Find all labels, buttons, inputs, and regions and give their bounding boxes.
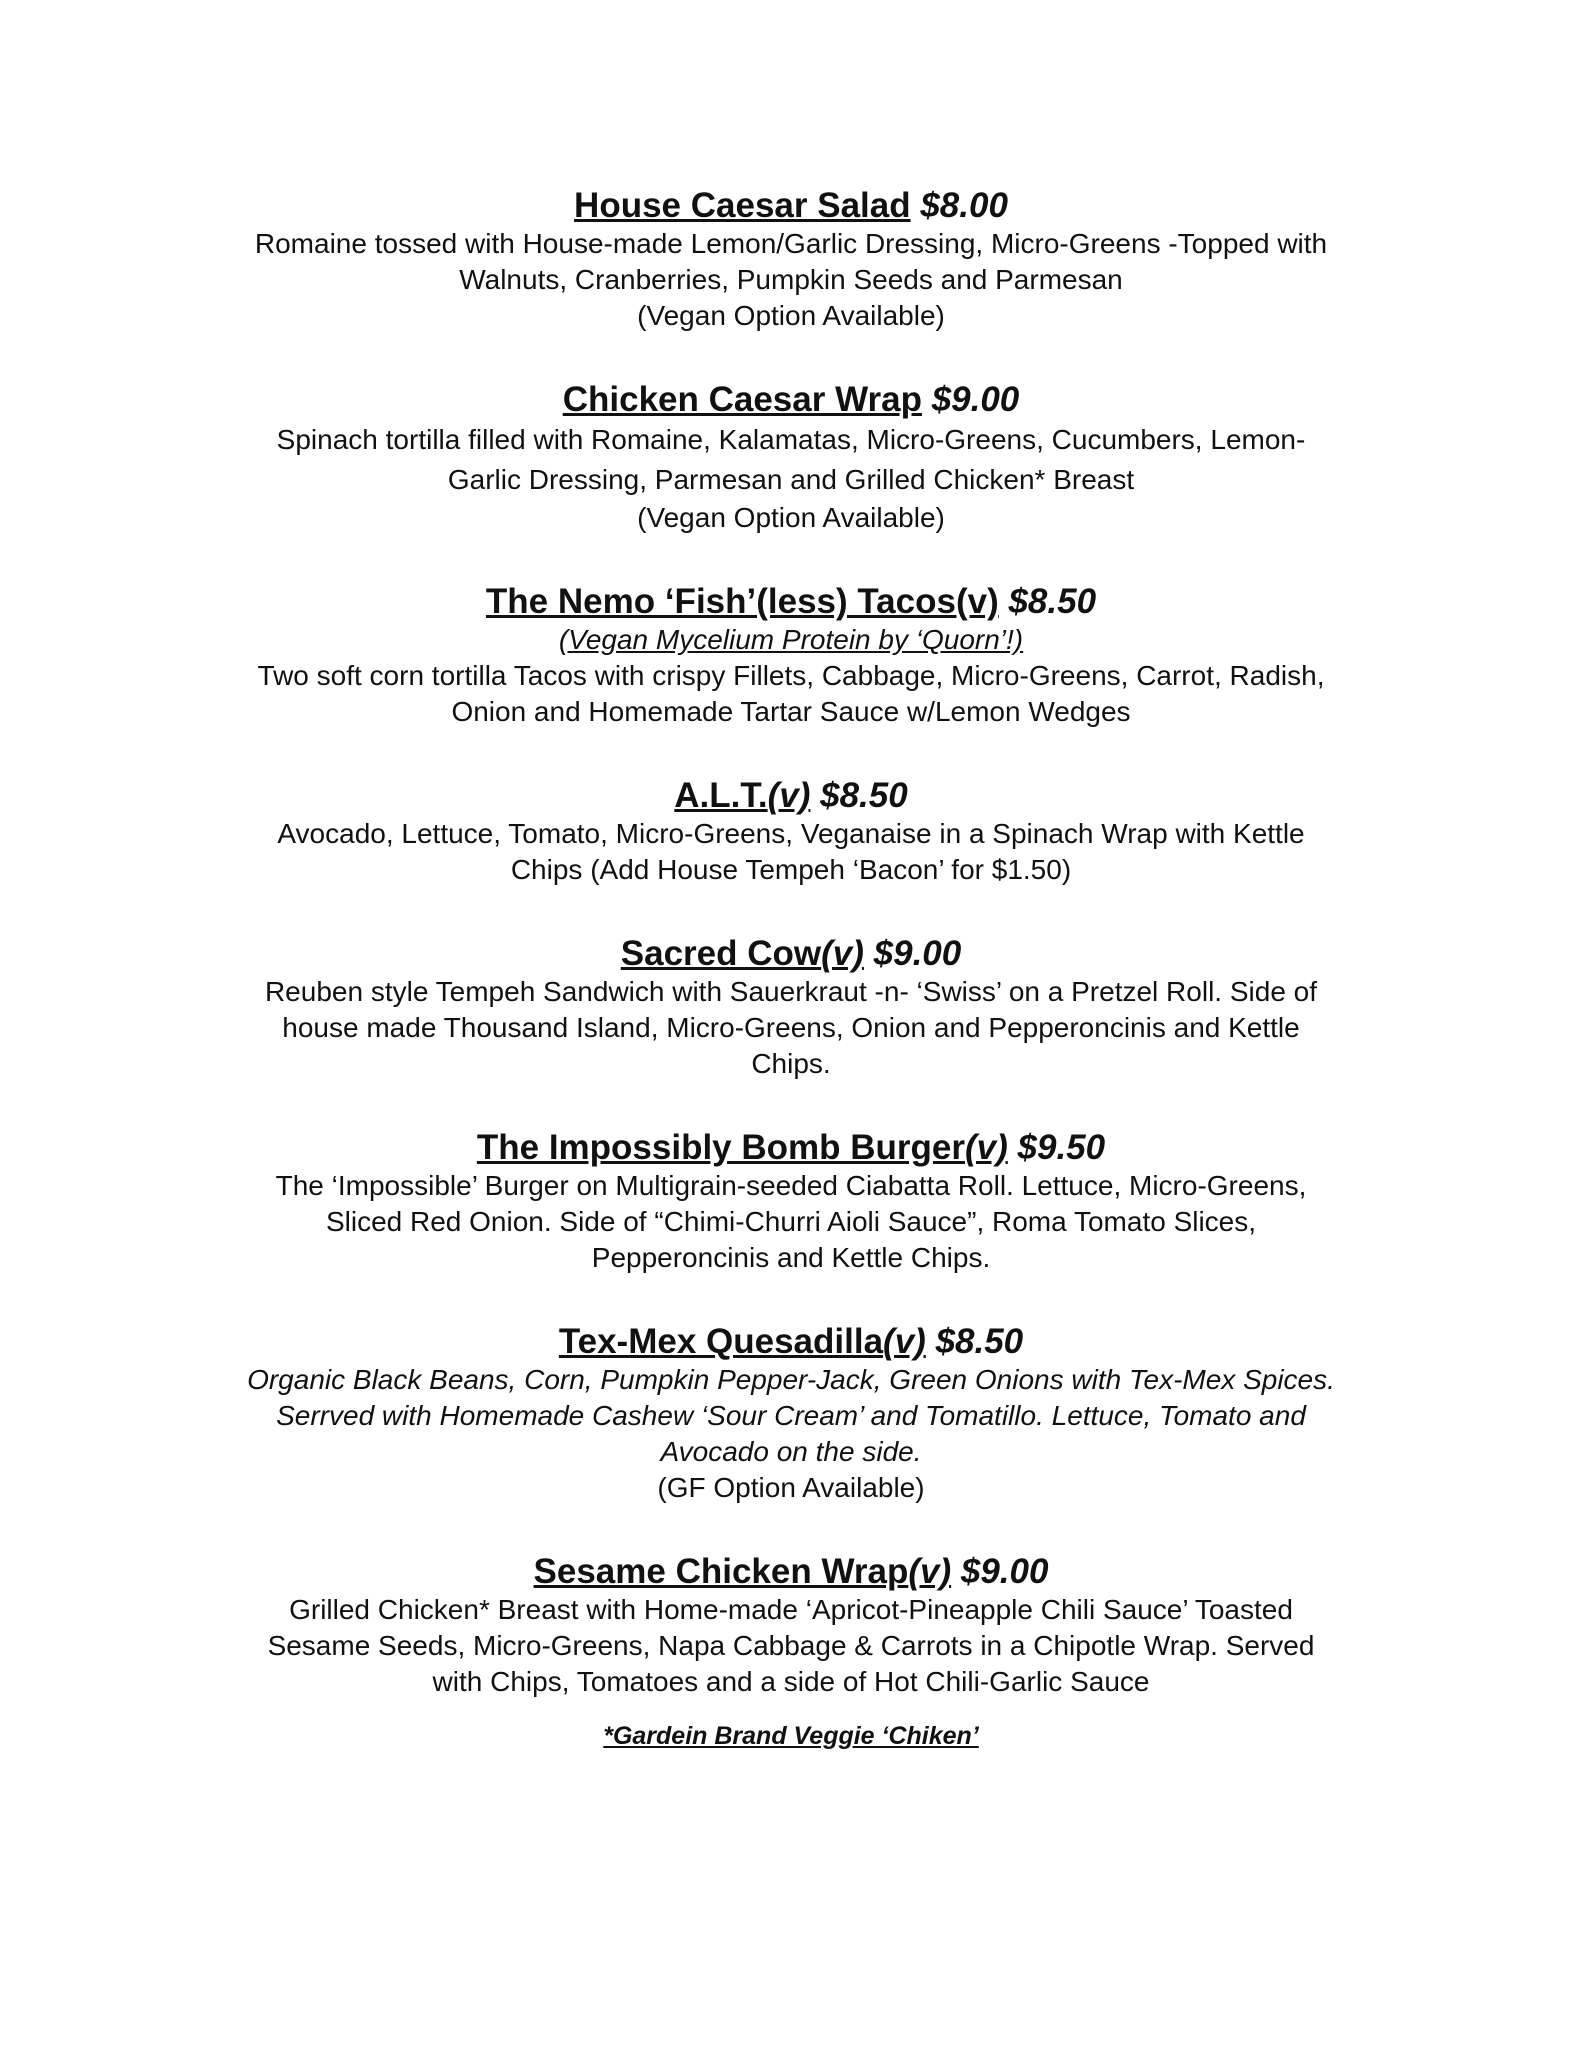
menu [0, 186, 1582, 1754]
menu-item [0, 582, 1582, 730]
vegan-marker: (v) [821, 934, 864, 973]
footnote: *Gardein Brand Veggie ‘Chiken’ [603, 1722, 979, 1750]
item-price: $9.00 [873, 934, 962, 973]
item-name: A.L.T. [674, 776, 768, 815]
item-name: Sesame Chicken Wrap [533, 1552, 909, 1591]
item-title [0, 1322, 1582, 1362]
item-price: $8.50 [820, 776, 908, 815]
item-description [191, 1362, 1391, 1470]
menu-item [0, 380, 1582, 536]
item-name: House Caesar Salad [574, 186, 911, 225]
description-line: with Chips, Tomatoes and a side of Hot Chili-Garlic Sauce [432, 1666, 1150, 1697]
menu-item [0, 1128, 1582, 1276]
item-title [0, 1552, 1582, 1592]
item-title [0, 776, 1582, 816]
menu-item [0, 934, 1582, 1082]
description-line: Spinach tortilla filled with Romaine, Kalamatas, Micro-Greens, Cucumbers, Lemon- [276, 424, 1306, 455]
item-option: (Vegan Option Available) [637, 300, 945, 331]
description-line: Avocado on the side. [660, 1436, 922, 1467]
item-description [191, 1168, 1391, 1276]
description-line: Chips. [751, 1048, 831, 1079]
vegan-marker: (v) [908, 1552, 952, 1591]
item-title [0, 1128, 1582, 1168]
item-title [0, 186, 1582, 226]
description-line: Onion and Homemade Tartar Sauce w/Lemon Wedges [451, 696, 1131, 727]
item-option: (Vegan Option Available) [637, 502, 945, 533]
item-title [0, 934, 1582, 974]
description-line: Organic Black Beans, Corn, Pumpkin Pepper-Jack, Green Onions with Tex-Mex Spices. [247, 1364, 1335, 1395]
item-name: Tex-Mex Quesadilla [558, 1322, 884, 1361]
vegan-marker: (v) [883, 1322, 926, 1361]
item-name: Sacred Cow [620, 934, 822, 973]
item-description [191, 420, 1391, 500]
menu-item [0, 1322, 1582, 1506]
item-subtitle: (Vegan Mycelium Protein by ‘Quorn’!) [558, 624, 1024, 655]
item-title [0, 582, 1582, 622]
description-line: Pepperoncinis and Kettle Chips. [591, 1242, 991, 1273]
description-line: Walnuts, Cranberries, Pumpkin Seeds and Parmesan [459, 264, 1123, 295]
description-line: Sesame Seeds, Micro-Greens, Napa Cabbage & Carrots in a Chipotle Wrap. Served [267, 1630, 1315, 1661]
item-description [191, 1592, 1391, 1700]
item-price: $9.50 [1017, 1128, 1106, 1167]
item-price: $9.00 [960, 1552, 1049, 1591]
description-line: Serrved with Homemade Cashew ‘Sour Cream’ and Tomatillo. Lettuce, Tomato and [276, 1400, 1306, 1431]
menu-item [0, 186, 1582, 334]
item-name: The Impossibly Bomb Burger [476, 1128, 965, 1167]
description-line: The ‘Impossible’ Burger on Multigrain-seeded Ciabatta Roll. Lettuce, Micro-Greens, [275, 1170, 1307, 1201]
description-line: Garlic Dressing, Parmesan and Grilled Chicken* Breast [447, 464, 1135, 495]
description-line: Romaine tossed with House-made Lemon/Garlic Dressing, Micro-Greens -Topped with [254, 228, 1328, 259]
vegan-marker: (v) [767, 776, 811, 815]
item-price: $8.50 [935, 1322, 1024, 1361]
item-description [191, 974, 1391, 1082]
menu-item [0, 776, 1582, 888]
item-name: Chicken Caesar Wrap [562, 380, 922, 419]
description-line: Sliced Red Onion. Side of “Chimi-Churri Aioli Sauce”, Roma Tomato Slices, [325, 1206, 1257, 1237]
item-description [191, 658, 1391, 730]
vegan-marker: (v) [965, 1128, 1008, 1167]
description-line: Reuben style Tempeh Sandwich with Sauerkraut -n- ‘Swiss’ on a Pretzel Roll. Side of [264, 976, 1318, 1007]
item-price: $8.50 [1008, 582, 1097, 621]
description-line: Chips (Add House Tempeh ‘Bacon’ for $1.50) [510, 854, 1072, 885]
item-description [191, 226, 1391, 298]
item-description [191, 816, 1391, 888]
item-title [0, 380, 1582, 420]
item-name: The Nemo ‘Fish’(less) Tacos(v) [485, 582, 999, 621]
menu-item [0, 1552, 1582, 1700]
description-line: house made Thousand Island, Micro-Greens, Onion and Pepperoncinis and Kettle [282, 1012, 1300, 1043]
description-line: Two soft corn tortilla Tacos with crispy Fillets, Cabbage, Micro-Greens, Carrot, Radish, [257, 660, 1325, 691]
item-option: (GF Option Available) [657, 1472, 925, 1503]
description-line: Avocado, Lettuce, Tomato, Micro-Greens, Veganaise in a Spinach Wrap with Kettle [277, 818, 1305, 849]
item-price: $8.00 [920, 186, 1008, 225]
description-line: Grilled Chicken* Breast with Home-made ‘Apricot-Pineapple Chili Sauce’ Toasted [289, 1594, 1293, 1625]
item-price: $9.00 [931, 380, 1020, 419]
